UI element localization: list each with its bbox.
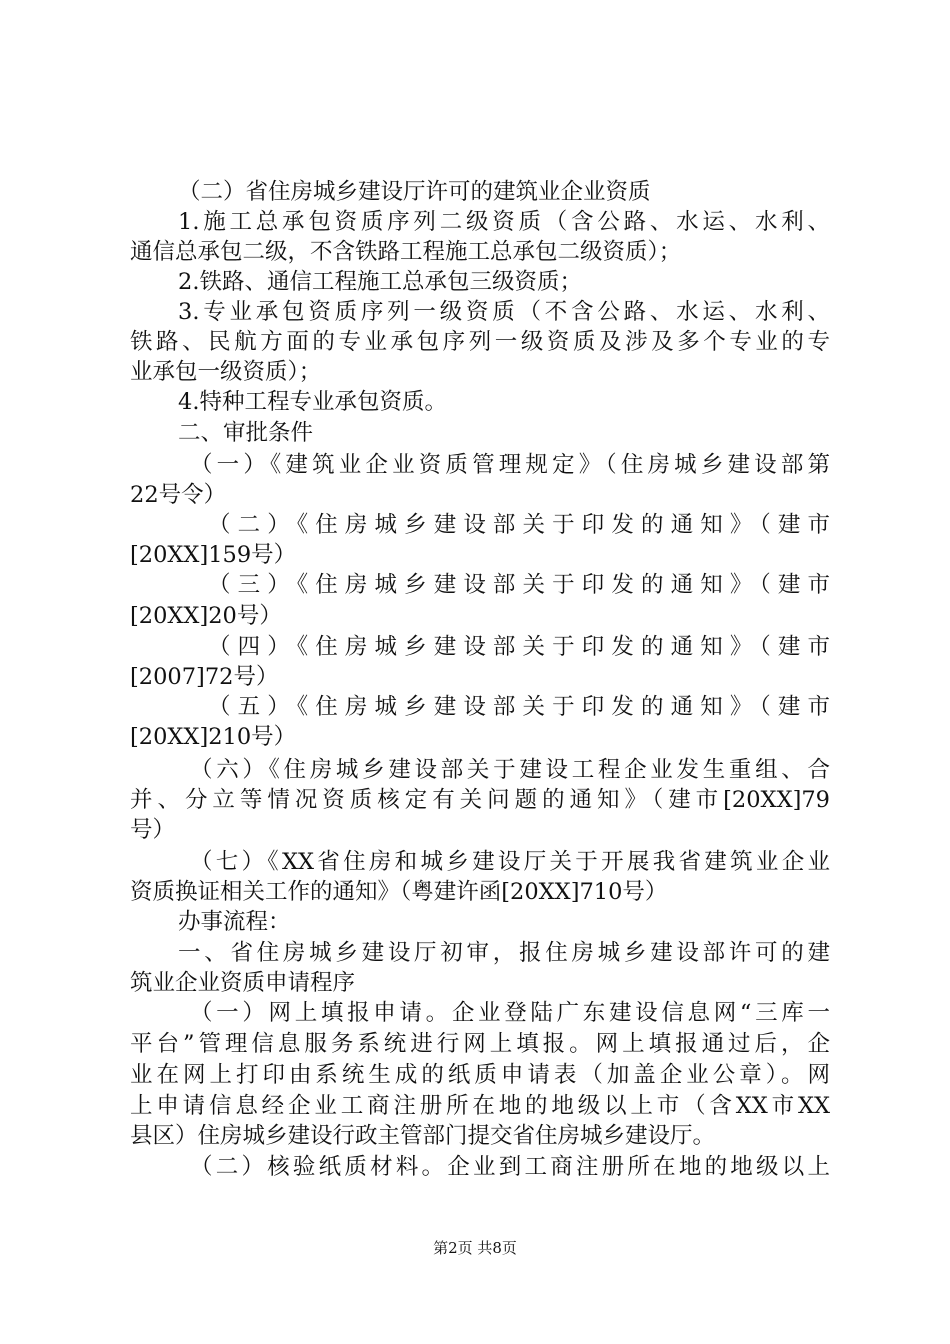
paragraph-line: 平台”管理信息服务系统进行网上填报。网上填报通过后，企 — [130, 1031, 830, 1057]
paragraph-line: （五）《住房城乡建设部关于印发的通知》（建市 — [208, 694, 830, 720]
paragraph-line: （二）核验纸质材料。企业到工商注册所在地的地级以上 — [190, 1154, 830, 1180]
paragraph-line: （四）《住房城乡建设部关于印发的通知》（建市 — [208, 634, 830, 660]
paragraph-line: 号） — [130, 817, 176, 843]
paragraph-line: 筑业企业资质申请程序 — [130, 970, 356, 996]
paragraph-line: [20XX]20号） — [130, 603, 282, 629]
paragraph-line: 3.专业承包资质序列一级资质（不含公路、水运、水利、 — [178, 299, 830, 325]
paragraph-line: 资质换证相关工作的通知》（粤建许函[20XX]710号） — [130, 879, 668, 905]
paragraph-line: 并、分立等情况资质核定有关问题的通知》（建市[20XX]79 — [130, 787, 830, 813]
paragraph-line: [2007]72号） — [130, 664, 279, 690]
section-heading: （二）省住房城乡建设厅许可的建筑业企业资质 — [178, 179, 651, 205]
paragraph-line: （一）网上填报申请。企业登陆广东建设信息网“三库一 — [190, 1000, 830, 1026]
paragraph-line: 上申请信息经企业工商注册所在地的地级以上市（含XX市XX — [130, 1093, 830, 1119]
paragraph-line: （七）《XX省住房和城乡建设厅关于开展我省建筑业企业 — [190, 849, 830, 875]
paragraph-line: 1.施工总承包资质序列二级资质（含公路、水运、水利、 — [178, 209, 830, 235]
paragraph-line: （三）《住房城乡建设部关于印发的通知》（建市 — [208, 572, 830, 598]
paragraph-line: （一）《建筑业企业资质管理规定》（住房城乡建设部第 — [190, 452, 830, 478]
paragraph-line: 一、省住房城乡建设厅初审，报住房城乡建设部许可的建 — [178, 940, 830, 966]
paragraph-line: 业承包一级资质）； — [130, 359, 322, 385]
paragraph-line: 业在网上打印由系统生成的纸质申请表（加盖企业公章）。网 — [130, 1062, 830, 1088]
paragraph-line: [20XX]159号） — [130, 542, 297, 568]
paragraph-line: 4.特种工程专业承包资质。 — [178, 389, 447, 415]
section-heading: 办事流程： — [178, 909, 291, 935]
paragraph-line: 铁路、民航方面的专业承包序列一级资质及涉及多个专业的专 — [130, 329, 830, 355]
paragraph-line: 2.铁路、通信工程施工总承包三级资质； — [178, 269, 582, 295]
page-number-footer: 第2页 共8页 — [433, 1239, 517, 1257]
paragraph-line: 通信总承包二级，不含铁路工程施工总承包二级资质）； — [130, 239, 682, 265]
paragraph-line: （六）《住房城乡建设部关于建设工程企业发生重组、合 — [190, 757, 830, 783]
paragraph-line: （二）《住房城乡建设部关于印发的通知》（建市 — [208, 512, 830, 538]
paragraph-line: 22号令） — [130, 482, 227, 508]
paragraph-line: 县区）住房城乡建设行政主管部门提交省住房城乡建设厅。 — [130, 1123, 716, 1149]
paragraph-line: [20XX]210号） — [130, 724, 297, 750]
section-heading: 二、审批条件 — [178, 420, 314, 446]
